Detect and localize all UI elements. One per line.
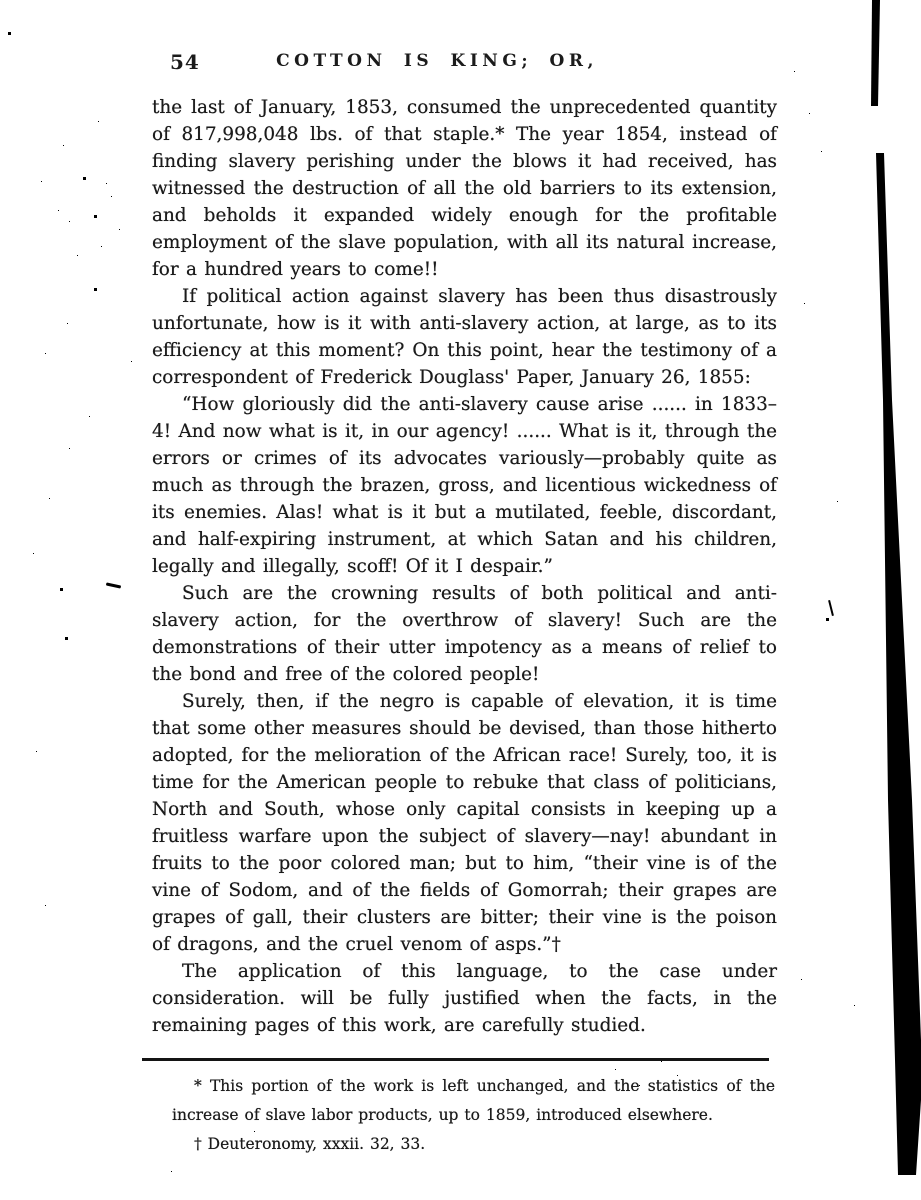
footnote-separator-rule [142, 1058, 769, 1061]
page-header [152, 50, 777, 78]
margin-slant-mark [828, 600, 834, 616]
paragraph-surely-then: Surely, then, if the negro is capable of elevation, it is time that some other measures should be devised, than those hitherto adopted, for the melioration of the African race! Surely, too, it is time for the American people to rebuke that class of politicians, North and South, whose only capital consists in keeping up a fruitless warfare upon the subject of slavery—nay! abundant in fruits to the poor colored man; but to him, “their vine is of the vine of Sodom, and of the fields of Gomorrah; their grapes are grapes of gall, their clusters are bitter; their vine is the poison of dragons, and the cruel venom of asps.”† [152, 691, 777, 955]
footnote-dagger: † Deuteronomy, xxxii. 32, 33. [194, 1135, 426, 1153]
page-number: 54 [170, 50, 200, 74]
footnotes-block [172, 1072, 775, 1159]
paragraph-continuation: the last of January, 1853, consumed the unprecedented quantity of 817,998,048 lbs. of that staple.* The year 1854, instead of finding slavery perishing under the blows it had received, has witnessed the destruction of all the old barriers to its extension, and beholds it expanded widely enough for the profitable employment of the slave population, with all its natural increase, for a hundred years to come!! [152, 97, 777, 280]
paragraph-application: The application of this language, to the case under consideration. will be fully justified when the facts, in the remaining pages of this work, are carefully studied. [152, 961, 777, 1036]
running-header-title: COTTON IS KING; OR, [276, 51, 598, 71]
footnote-asterisk: * This portion of the work is left unchanged, and the statistics of the increase of slave labor products, up to 1859, introduced elsewhere. [172, 1077, 775, 1124]
body-text-block [152, 94, 777, 1039]
margin-dash-mark [106, 582, 121, 588]
paragraph-political-action: If political action against slavery has been thus disastrously unfortunate, how is it with anti-slavery action, at large, as to its efficiency at this moment? On this point, hear the testimony of a correspondent of Frederick Douglass' Paper, January 26, 1855: [152, 286, 777, 388]
paragraph-crowning-results: Such are the crowning results of both political and anti-slavery action, for the overthrow of slavery! Such are the demonstrations of their utter impotency as a means of relief to the bond and free of the colored people! [152, 583, 777, 685]
paragraph-douglass-quote: “How gloriously did the anti-slavery cause arise ...... in 1833–4! And now what is it, in our agency! ...... What is it, through the errors or crimes of its advocates variously—probably quite as much as through the brazen, gross, and licentious wickedness of its enemies. Alas! what is it but a mutilated, feeble, discordant, and half-expiring instrument, at which Satan and his children, legally and illegally, scoff! Of it I despair.” [152, 394, 777, 577]
scan-speckles [8, 32, 11, 35]
